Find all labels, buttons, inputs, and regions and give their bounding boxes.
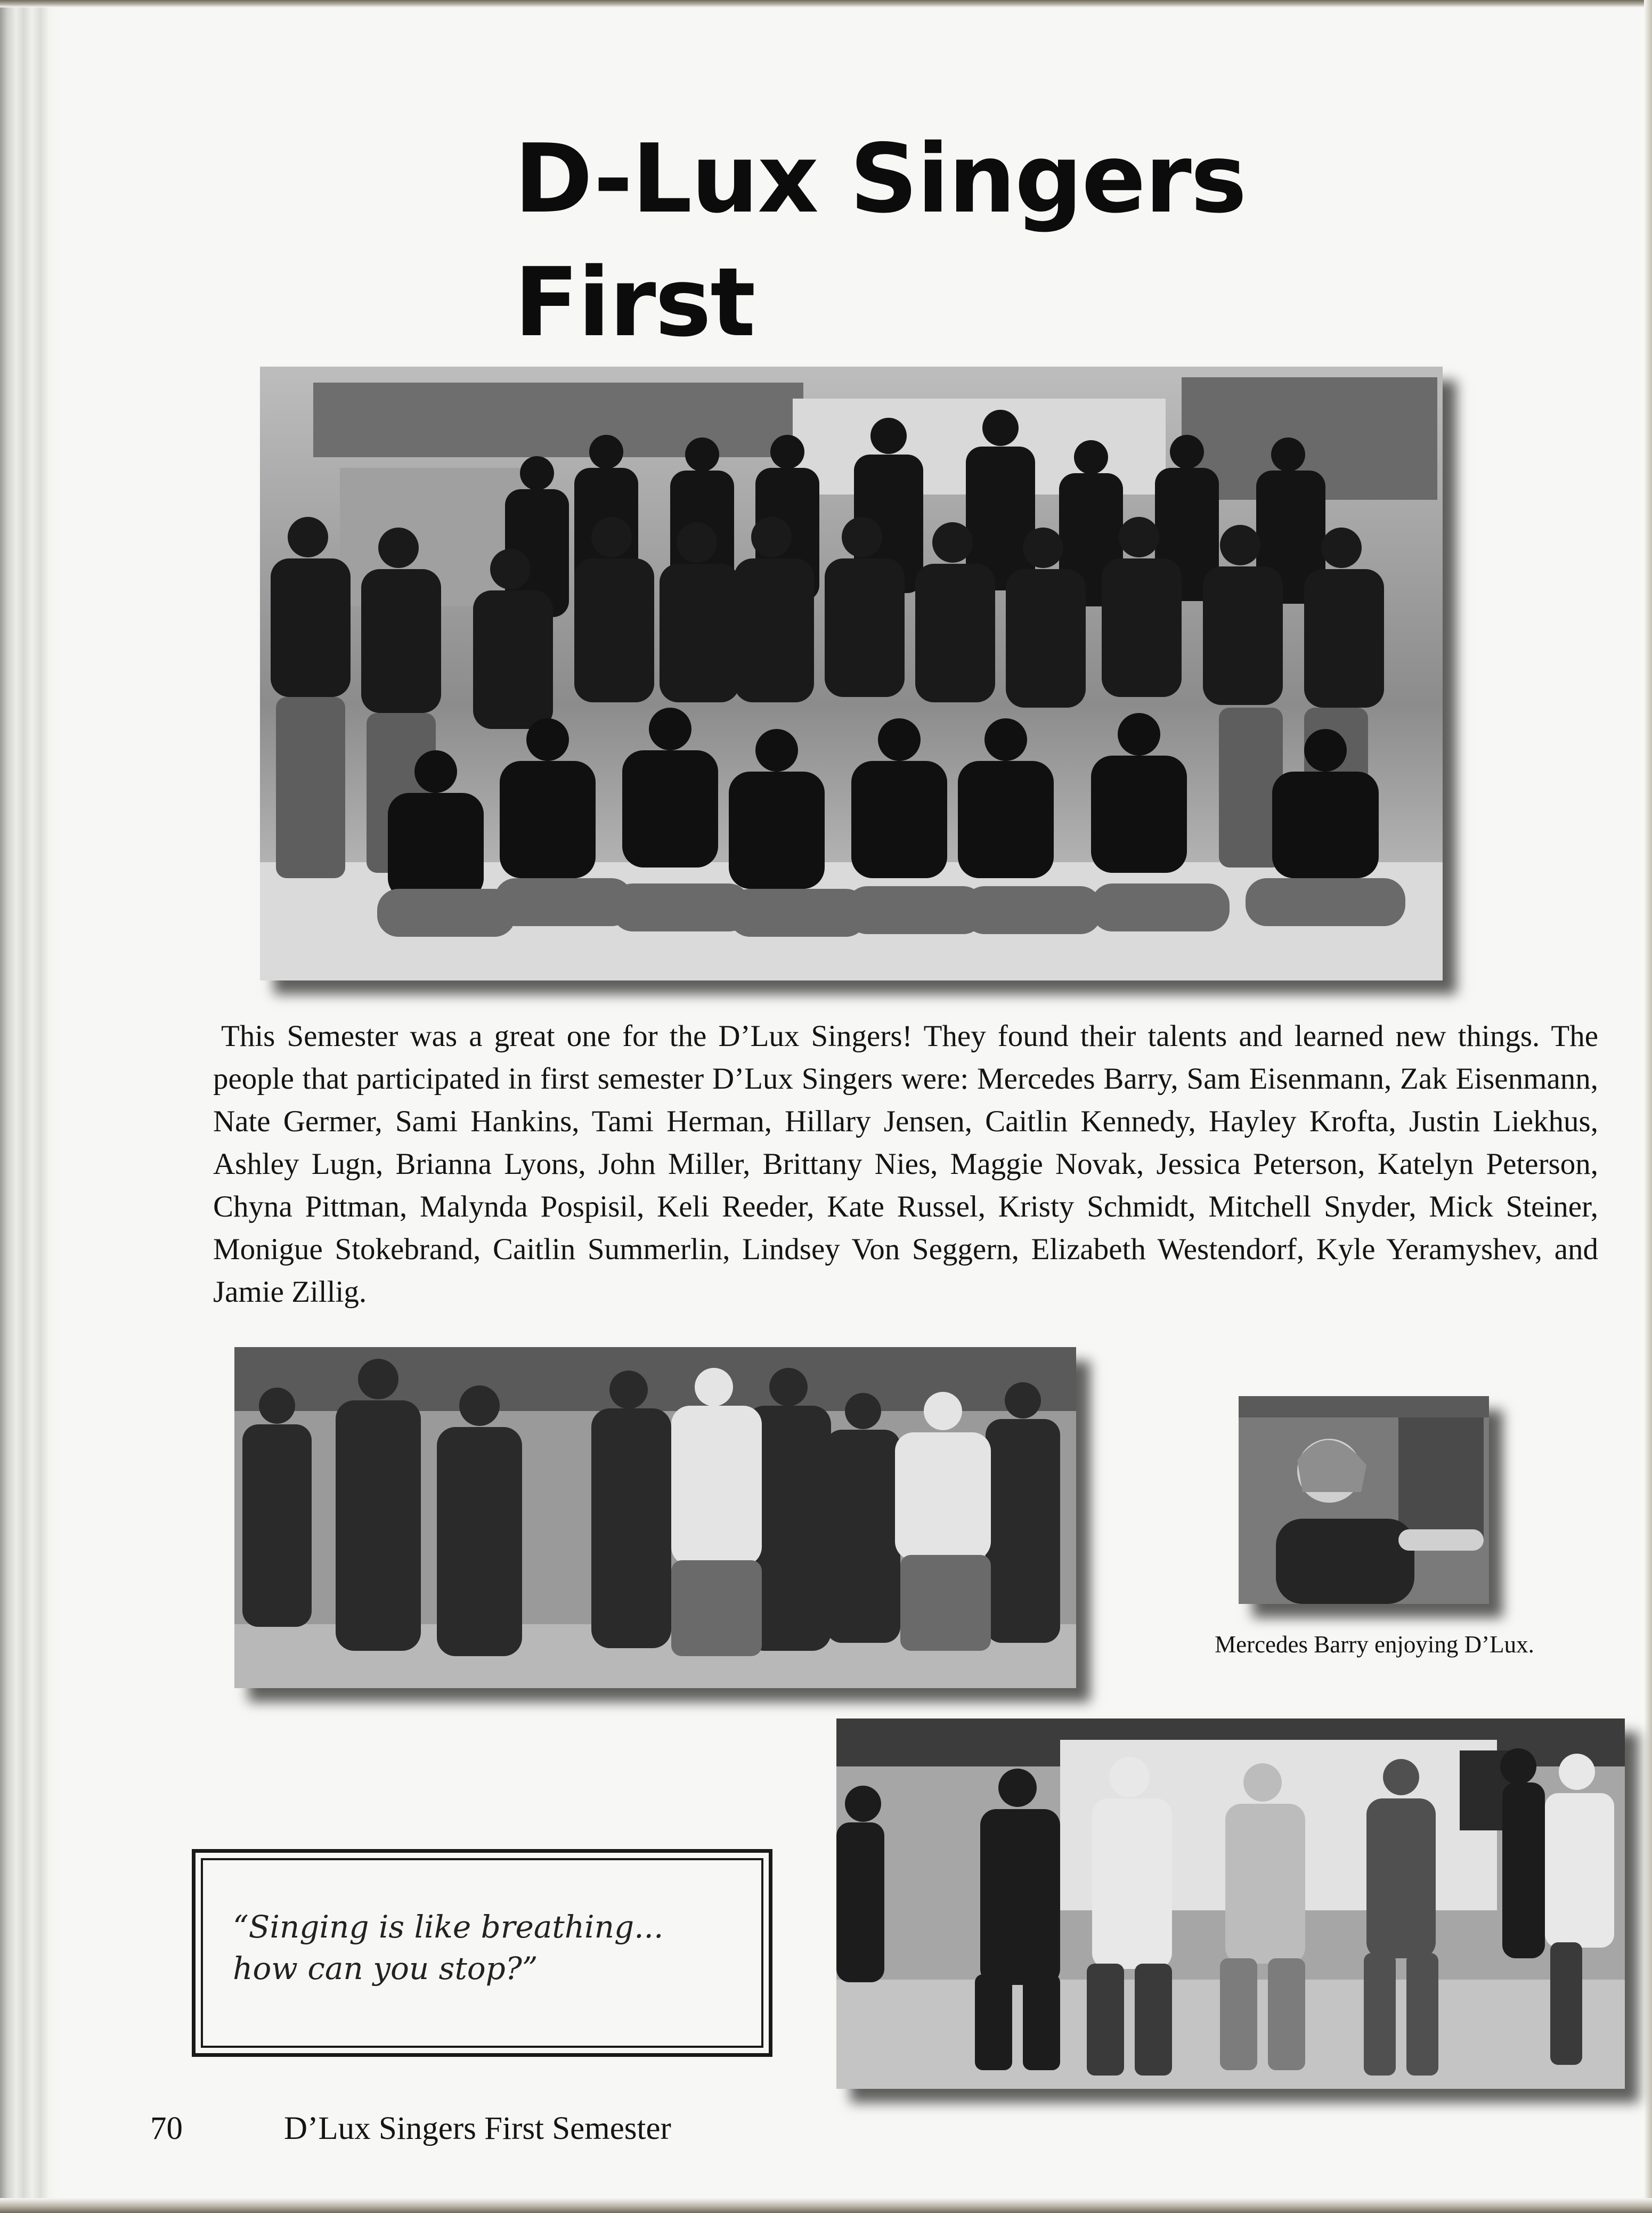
page-bottom-edge xyxy=(0,2198,1652,2213)
page-number: 70 xyxy=(150,2111,183,2146)
dance-photo xyxy=(836,1718,1625,2089)
mercedes-photo xyxy=(1239,1396,1489,1604)
group-photo-main xyxy=(260,367,1443,980)
dance-photo-image xyxy=(836,1718,1625,2089)
quote-line-2: how can you stop?” xyxy=(233,1950,538,1987)
mercedes-photo-caption: Mercedes Barry enjoying D’Lux. xyxy=(1215,1631,1534,1658)
title-line-1: D-Lux Singers xyxy=(514,124,1246,234)
quote-box xyxy=(192,1849,772,2057)
body-paragraph: This Semester was a great one for the D’Lux Singers! They found their talents and learned new things. The people that participated in first semester D’Lux Singers were: Mercedes Barry, Sam Eisenmann, Zak Eisenmann, Nate Germer, Sami Hankins, Tami Herman, Hillary Jensen, Caitlin Kennedy, Hayley Krofta, Justin Liekhus, Ashley Lugn, Brianna Lyons, John Miller, Brittany Nies, Maggie Novak, Jessica Peterson, Katelyn Peterson, Chyna Pittman, Malynda Pospisil, Keli Reeder, Kate Russel, Kristy Schmidt, Mitchell Snyder, Mick Steiner, Monigue Stokebrand, Caitlin Summerlin, Lindsey Von Seggern, Elizabeth Westendorf, Kyle Yeramyshev, and Jamie Zillig. xyxy=(213,1019,1598,1309)
page-right-edge xyxy=(1644,0,1652,2213)
footer-section-title: D’Lux Singers First Semester xyxy=(284,2111,671,2146)
quote-line-1: “Singing is like breathing... xyxy=(233,1909,664,1945)
quote-text xyxy=(233,1906,744,1989)
group-photo-casual-image xyxy=(234,1347,1076,1688)
group-photo-main-image xyxy=(260,367,1443,980)
group-photo-casual xyxy=(234,1347,1076,1688)
title-line-2: First xyxy=(514,247,755,358)
mercedes-photo-image xyxy=(1239,1396,1489,1604)
page-top-edge xyxy=(0,0,1652,7)
page-binding-edge xyxy=(0,0,59,2213)
